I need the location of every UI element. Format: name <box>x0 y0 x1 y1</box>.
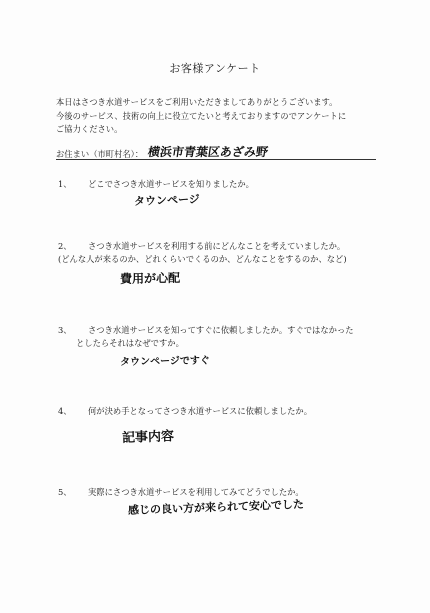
address-field <box>56 144 376 162</box>
question-line: 何が決め手となってさつき水道サービスに依頼しましたか。 <box>88 406 313 416</box>
question-number: 5、 <box>58 487 72 497</box>
question-line: (どんな人が来るのか、どれくらいでくるのか、どんなことをするのか、など) <box>58 254 347 264</box>
page-title: お客様アンケート <box>169 62 261 75</box>
question-number: 1、 <box>58 179 72 189</box>
question-line: としたらそれはなぜですか。 <box>76 338 184 348</box>
answer-1-handwritten: タウンページ <box>133 192 200 208</box>
question-2-note <box>58 253 347 265</box>
answer-2-handwritten: 費用が心配 <box>119 270 181 286</box>
question-number: 4、 <box>58 406 72 416</box>
question-text <box>88 405 312 418</box>
intro-text <box>56 96 396 137</box>
answer-4-handwritten: 記事内容 <box>121 429 175 446</box>
intro-line: ご協力ください。 <box>56 124 123 134</box>
intro-line: 本日はさつき水道サービスをご利用いただきましてありがとうございます。 <box>56 97 338 107</box>
question-text <box>88 240 345 253</box>
question-line: どこでさつき水道サービスを知りましたか。 <box>88 179 254 189</box>
question-text <box>88 324 354 337</box>
question-line: 実際にさつき水道サービスを利用してみてどうでしたか。 <box>88 487 304 497</box>
question-line: さつき水道サービスを利用する前にどんなことを考えていましたか。 <box>88 241 346 251</box>
question-number: 3、 <box>58 325 72 335</box>
question-line: さつき水道サービスを知ってすぐに依頼しましたか。すぐではなかった <box>88 325 354 335</box>
answer-5-handwritten: 感じの良い方が来られて安心でした <box>127 497 305 517</box>
question-number: 2、 <box>58 241 72 251</box>
address-label: お住まい（市町村名）： <box>56 149 144 159</box>
address-answer-handwritten: 横浜市青葉区あざみ野 <box>146 145 269 159</box>
answer-3-handwritten: タウンページですぐ <box>119 355 210 368</box>
question-text <box>88 178 254 191</box>
question-3-cont <box>76 337 184 349</box>
intro-line: 今後のサービス、技術の向上に役立てたいと考えておりますのでアンケートに <box>56 110 347 121</box>
address-underline <box>56 159 376 160</box>
